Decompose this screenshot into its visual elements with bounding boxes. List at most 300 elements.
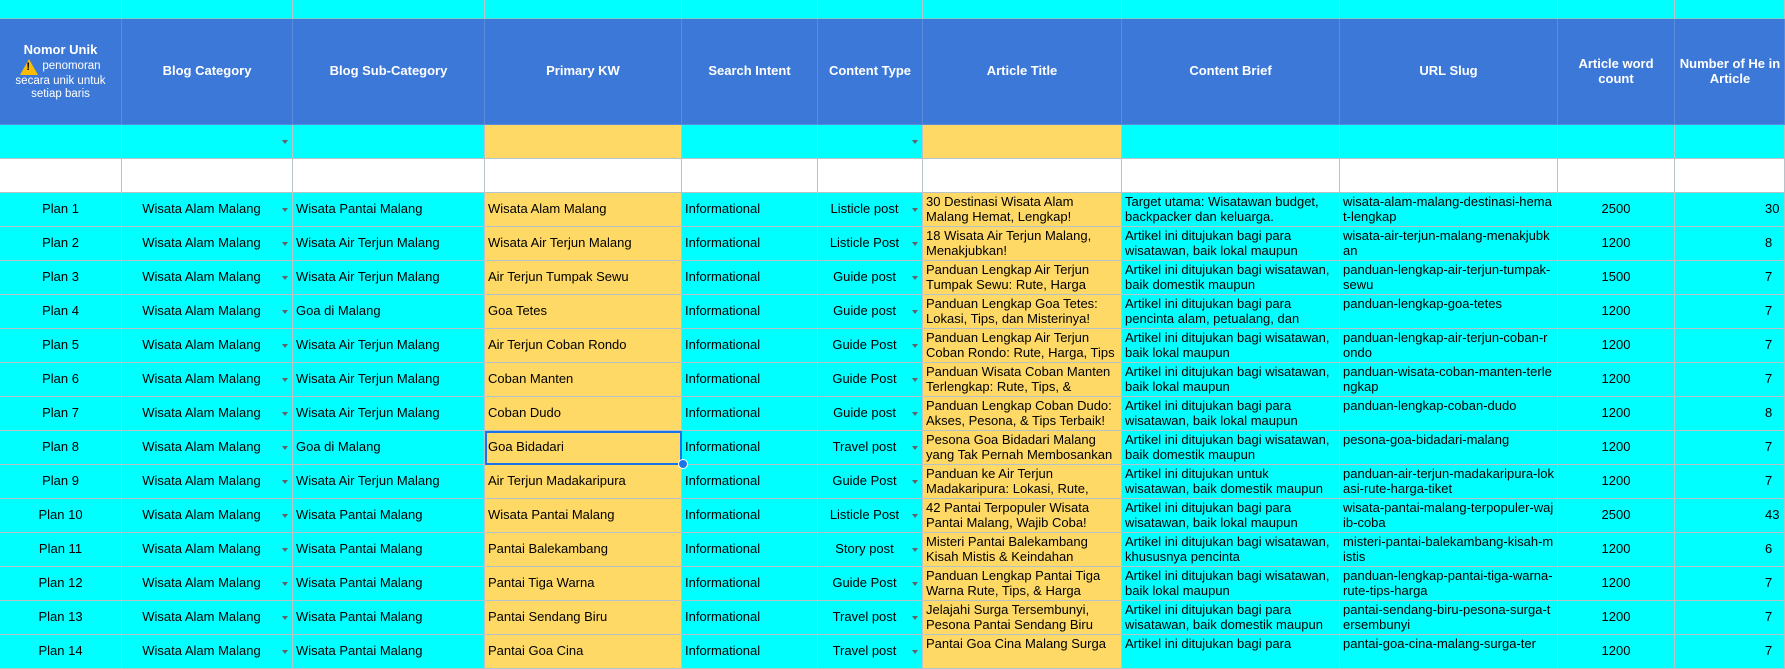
category-cell[interactable] <box>122 227 293 261</box>
plan-cell[interactable] <box>0 363 122 397</box>
slug-cell[interactable] <box>1340 227 1558 261</box>
table-row <box>0 363 1773 397</box>
chevron-down-icon[interactable] <box>282 582 288 586</box>
title-cell[interactable] <box>923 431 1122 465</box>
category-value: Wisata Alam Malang <box>142 609 261 625</box>
plan-cell[interactable] <box>0 601 122 635</box>
plan-cell[interactable] <box>0 567 122 601</box>
category-cell[interactable] <box>122 329 293 363</box>
cell[interactable] <box>818 125 923 159</box>
category-cell[interactable] <box>122 295 293 329</box>
headings-cell[interactable] <box>1675 431 1785 465</box>
plan-cell[interactable] <box>0 465 122 499</box>
slug-cell[interactable] <box>1340 363 1558 397</box>
headings-value: 8 <box>1765 405 1773 421</box>
cell[interactable] <box>1558 125 1675 159</box>
headings-value: 7 <box>1765 473 1773 489</box>
title-value: Panduan Lengkap Coban Dudo: Akses, Pesona, & Tips Terbaik! <box>926 398 1112 428</box>
cell[interactable] <box>485 159 682 193</box>
cell[interactable] <box>485 125 682 159</box>
subcategory-cell[interactable] <box>293 295 485 329</box>
category-cell[interactable] <box>122 465 293 499</box>
content-type-value: Guide post <box>833 269 896 285</box>
word-count-cell[interactable] <box>1558 261 1675 295</box>
title-value: Panduan Lengkap Goa Tetes: Lokasi, Tips, dan Misterinya! <box>926 296 1098 326</box>
category-cell[interactable] <box>122 397 293 431</box>
title-cell[interactable] <box>923 635 1122 669</box>
chevron-down-icon[interactable] <box>912 242 918 246</box>
intent-cell[interactable] <box>682 601 818 635</box>
cell[interactable] <box>1122 0 1340 19</box>
intent-cell[interactable] <box>682 261 818 295</box>
chevron-down-icon[interactable] <box>282 650 288 654</box>
primary-kw-cell[interactable] <box>485 329 682 363</box>
slug-cell[interactable] <box>1340 193 1558 227</box>
chevron-down-icon[interactable] <box>282 616 288 620</box>
word-count-cell[interactable] <box>1558 465 1675 499</box>
content-type-cell[interactable] <box>818 329 923 363</box>
slug-value: panduan-lengkap-pantai-tiga-warna-rute-tips-harga <box>1343 568 1553 598</box>
header-label: Content Brief <box>1189 63 1272 79</box>
word-count-cell[interactable] <box>1558 533 1675 567</box>
subcategory-cell[interactable] <box>293 635 485 669</box>
brief-cell[interactable] <box>1122 533 1340 567</box>
title-cell[interactable] <box>923 465 1122 499</box>
slug-cell[interactable] <box>1340 533 1558 567</box>
intent-cell[interactable] <box>682 635 818 669</box>
word-count-cell[interactable] <box>1558 635 1675 669</box>
slug-cell[interactable] <box>1340 261 1558 295</box>
plan-cell[interactable] <box>0 227 122 261</box>
plan-value: Plan 14 <box>38 643 83 659</box>
table-row <box>0 567 1773 601</box>
title-cell[interactable] <box>923 193 1122 227</box>
primary-kw-value: Goa Bidadari <box>488 439 564 455</box>
brief-cell[interactable] <box>1122 295 1340 329</box>
headings-cell[interactable] <box>1675 363 1785 397</box>
category-cell[interactable] <box>122 261 293 295</box>
subcategory-cell[interactable] <box>293 601 485 635</box>
chevron-down-icon[interactable] <box>912 276 918 280</box>
intent-cell[interactable] <box>682 397 818 431</box>
chevron-down-icon[interactable] <box>912 344 918 348</box>
subcategory-value: Wisata Pantai Malang <box>296 201 423 217</box>
category-cell[interactable] <box>122 363 293 397</box>
content-type-cell[interactable] <box>818 397 923 431</box>
plan-value: Plan 3 <box>42 269 79 285</box>
cell[interactable] <box>923 159 1122 193</box>
brief-cell[interactable] <box>1122 193 1340 227</box>
primary-kw-cell[interactable] <box>485 635 682 669</box>
plan-cell[interactable] <box>0 193 122 227</box>
headings-cell[interactable] <box>1675 465 1785 499</box>
primary-kw-cell[interactable] <box>485 601 682 635</box>
title-cell[interactable] <box>923 363 1122 397</box>
chevron-down-icon[interactable] <box>912 446 918 450</box>
content-type-cell[interactable] <box>818 635 923 669</box>
cell[interactable] <box>122 125 293 159</box>
chevron-down-icon[interactable] <box>912 582 918 586</box>
brief-cell[interactable] <box>1122 329 1340 363</box>
plan-cell[interactable] <box>0 329 122 363</box>
brief-value: Artikel ini ditujukan bagi wisatawan, baik lokal maupun <box>1125 364 1330 394</box>
header-content-type[interactable] <box>818 19 923 125</box>
title-cell[interactable] <box>923 227 1122 261</box>
headings-cell[interactable] <box>1675 533 1785 567</box>
headings-cell[interactable] <box>1675 227 1785 261</box>
category-cell[interactable] <box>122 601 293 635</box>
intent-value: Informational <box>685 201 761 217</box>
cell[interactable] <box>1558 0 1675 19</box>
plan-cell[interactable] <box>0 533 122 567</box>
header-label: Nomor Unik <box>23 41 98 57</box>
headings-cell[interactable] <box>1675 635 1785 669</box>
chevron-down-icon[interactable] <box>912 378 918 382</box>
chevron-down-icon[interactable] <box>282 140 288 144</box>
subcategory-value: Wisata Pantai Malang <box>296 575 423 591</box>
intent-value: Informational <box>685 371 761 387</box>
plan-cell[interactable] <box>0 499 122 533</box>
cell[interactable] <box>1340 0 1558 19</box>
cell[interactable] <box>293 159 485 193</box>
content-type-value: Guide Post <box>832 473 897 489</box>
headings-cell[interactable] <box>1675 567 1785 601</box>
header-nomor-unik[interactable] <box>0 19 122 125</box>
brief-cell[interactable] <box>1122 363 1340 397</box>
cell[interactable] <box>1340 125 1558 159</box>
slug-value: panduan-air-terjun-madakaripura-lokasi-rute-harga-tiket <box>1343 466 1554 496</box>
primary-kw-cell[interactable] <box>485 465 682 499</box>
brief-value: Artikel ini ditujukan bagi wisatawan, baik domestik maupun <box>1125 262 1330 292</box>
brief-cell[interactable] <box>1122 635 1340 669</box>
plan-value: Plan 7 <box>42 405 79 421</box>
content-type-cell[interactable] <box>818 193 923 227</box>
cell[interactable] <box>0 125 122 159</box>
category-value: Wisata Alam Malang <box>142 575 261 591</box>
plan-value: Plan 9 <box>42 473 79 489</box>
brief-cell[interactable] <box>1122 397 1340 431</box>
header-label: Article word count <box>1578 56 1654 86</box>
header-blog-category[interactable] <box>122 19 293 125</box>
subcategory-cell[interactable] <box>293 499 485 533</box>
cell[interactable] <box>0 0 122 19</box>
intent-cell[interactable] <box>682 465 818 499</box>
word-count-cell[interactable] <box>1558 601 1675 635</box>
plan-value: Plan 12 <box>38 575 83 591</box>
subcategory-cell[interactable] <box>293 397 485 431</box>
slug-cell[interactable] <box>1340 567 1558 601</box>
content-type-cell[interactable] <box>818 227 923 261</box>
word-count-cell[interactable] <box>1558 397 1675 431</box>
chevron-down-icon[interactable] <box>912 616 918 620</box>
word-count-cell[interactable] <box>1558 193 1675 227</box>
chevron-down-icon[interactable] <box>282 378 288 382</box>
primary-kw-cell[interactable] <box>485 193 682 227</box>
chevron-down-icon[interactable] <box>912 310 918 314</box>
intent-value: Informational <box>685 303 761 319</box>
cell[interactable] <box>1675 0 1785 19</box>
table-row <box>0 227 1773 261</box>
subcategory-cell[interactable] <box>293 533 485 567</box>
subcategory-cell[interactable] <box>293 193 485 227</box>
subcategory-cell[interactable] <box>293 431 485 465</box>
header-label: Article Title <box>986 63 1058 79</box>
word-count-cell[interactable] <box>1558 499 1675 533</box>
primary-kw-cell[interactable] <box>485 499 682 533</box>
category-cell[interactable] <box>122 635 293 669</box>
header-article-title[interactable] <box>923 19 1122 125</box>
intent-cell[interactable] <box>682 363 818 397</box>
title-cell[interactable] <box>923 329 1122 363</box>
primary-kw-cell[interactable] <box>485 227 682 261</box>
selection-fill-handle[interactable] <box>678 459 688 469</box>
headings-cell[interactable] <box>1675 601 1785 635</box>
cell[interactable] <box>923 0 1122 19</box>
cell[interactable] <box>293 125 485 159</box>
category-cell[interactable] <box>122 567 293 601</box>
cell[interactable] <box>682 125 818 159</box>
intent-value: Informational <box>685 235 761 251</box>
word-count-value: 1200 <box>1601 235 1631 251</box>
slug-value: pantai-goa-cina-malang-surga-ter <box>1343 636 1536 651</box>
headings-cell[interactable] <box>1675 329 1785 363</box>
brief-cell[interactable] <box>1122 499 1340 533</box>
plan-cell[interactable] <box>0 431 122 465</box>
word-count-cell[interactable] <box>1558 227 1675 261</box>
subcategory-value: Wisata Air Terjun Malang <box>296 405 440 421</box>
intent-cell[interactable] <box>682 329 818 363</box>
intent-value: Informational <box>685 541 761 557</box>
cell[interactable] <box>1675 159 1785 193</box>
subcategory-cell[interactable] <box>293 465 485 499</box>
word-count-value: 1200 <box>1601 609 1631 625</box>
title-cell[interactable] <box>923 261 1122 295</box>
header-search-intent[interactable] <box>682 19 818 125</box>
category-cell[interactable] <box>122 499 293 533</box>
slug-cell[interactable] <box>1340 499 1558 533</box>
word-count-cell[interactable] <box>1558 329 1675 363</box>
word-count-value: 1200 <box>1601 337 1631 353</box>
word-count-cell[interactable] <box>1558 295 1675 329</box>
cell[interactable] <box>682 0 818 19</box>
word-count-value: 2500 <box>1601 201 1631 217</box>
intent-cell[interactable] <box>682 567 818 601</box>
headings-cell[interactable] <box>1675 193 1785 227</box>
brief-cell[interactable] <box>1122 431 1340 465</box>
intent-value: Informational <box>685 575 761 591</box>
chevron-down-icon[interactable] <box>912 208 918 212</box>
intent-value: Informational <box>685 337 761 353</box>
brief-value: Artikel ini ditujukan bagi para wisatawan, baik domestik maupun <box>1125 602 1323 632</box>
slug-cell[interactable] <box>1340 635 1558 669</box>
intent-cell[interactable] <box>682 227 818 261</box>
table-row <box>0 601 1773 635</box>
title-value: 18 Wisata Air Terjun Malang, Menakjubkan! <box>926 228 1092 258</box>
primary-kw-cell[interactable] <box>485 295 682 329</box>
title-value: Panduan ke Air Terjun Madakaripura: Lokasi, Rute, <box>926 466 1089 496</box>
slug-value: pesona-goa-bidadari-malang <box>1343 432 1510 447</box>
header-primary-kw[interactable] <box>485 19 682 125</box>
subcategory-value: Goa di Malang <box>296 439 381 455</box>
slug-cell[interactable] <box>1340 295 1558 329</box>
chevron-down-icon[interactable] <box>282 242 288 246</box>
subcategory-cell[interactable] <box>293 261 485 295</box>
chevron-down-icon[interactable] <box>282 514 288 518</box>
category-cell[interactable] <box>122 431 293 465</box>
header-content-brief[interactable] <box>1122 19 1340 125</box>
warning-icon <box>20 59 38 75</box>
title-cell[interactable] <box>923 295 1122 329</box>
content-type-cell[interactable] <box>818 261 923 295</box>
word-count-cell[interactable] <box>1558 567 1675 601</box>
chevron-down-icon[interactable] <box>912 650 918 654</box>
content-type-value: Guide post <box>833 405 896 421</box>
content-type-cell[interactable] <box>818 431 923 465</box>
cell[interactable] <box>1340 159 1558 193</box>
cell[interactable] <box>818 159 923 193</box>
intent-value: Informational <box>685 439 761 455</box>
chevron-down-icon[interactable] <box>282 480 288 484</box>
brief-cell[interactable] <box>1122 227 1340 261</box>
content-type-cell[interactable] <box>818 363 923 397</box>
title-cell[interactable] <box>923 601 1122 635</box>
plan-cell[interactable] <box>0 635 122 669</box>
primary-kw-cell[interactable] <box>485 397 682 431</box>
cell[interactable] <box>1675 125 1785 159</box>
word-count-cell[interactable] <box>1558 363 1675 397</box>
content-type-cell[interactable] <box>818 567 923 601</box>
chevron-down-icon[interactable] <box>912 140 918 144</box>
primary-kw-cell[interactable] <box>485 567 682 601</box>
chevron-down-icon[interactable] <box>912 412 918 416</box>
content-type-cell[interactable] <box>818 533 923 567</box>
primary-kw-cell[interactable] <box>485 363 682 397</box>
header-url-slug[interactable] <box>1340 19 1558 125</box>
title-cell[interactable] <box>923 499 1122 533</box>
slug-cell[interactable] <box>1340 329 1558 363</box>
cell[interactable] <box>122 159 293 193</box>
plan-value: Plan 5 <box>42 337 79 353</box>
chevron-down-icon[interactable] <box>282 446 288 450</box>
intent-cell[interactable] <box>682 533 818 567</box>
word-count-cell[interactable] <box>1558 431 1675 465</box>
brief-cell[interactable] <box>1122 601 1340 635</box>
chevron-down-icon[interactable] <box>282 208 288 212</box>
primary-kw-cell[interactable] <box>485 261 682 295</box>
brief-cell[interactable] <box>1122 261 1340 295</box>
headings-value: 7 <box>1765 609 1773 625</box>
headings-cell[interactable] <box>1675 499 1785 533</box>
primary-kw-value: Pantai Sendang Biru <box>488 609 608 625</box>
chevron-down-icon[interactable] <box>282 344 288 348</box>
content-type-value: Guide Post <box>832 575 897 591</box>
content-type-cell[interactable] <box>818 499 923 533</box>
plan-cell[interactable] <box>0 397 122 431</box>
title-cell[interactable] <box>923 533 1122 567</box>
content-type-cell[interactable] <box>818 601 923 635</box>
chevron-down-icon[interactable] <box>282 548 288 552</box>
cell[interactable] <box>1558 159 1675 193</box>
slug-cell[interactable] <box>1340 465 1558 499</box>
slug-cell[interactable] <box>1340 431 1558 465</box>
chevron-down-icon[interactable] <box>912 514 918 518</box>
cell[interactable] <box>122 0 293 19</box>
content-type-cell[interactable] <box>818 295 923 329</box>
cell[interactable] <box>0 159 122 193</box>
brief-value: Artikel ini ditujukan bagi para <box>1125 636 1292 651</box>
headings-cell[interactable] <box>1675 295 1785 329</box>
content-type-value: Travel post <box>832 439 897 455</box>
title-cell[interactable] <box>923 567 1122 601</box>
subcategory-cell[interactable] <box>293 227 485 261</box>
slug-value: pantai-sendang-biru-pesona-surga-tersembunyi <box>1343 602 1551 632</box>
category-value: Wisata Alam Malang <box>142 303 261 319</box>
slug-cell[interactable] <box>1340 397 1558 431</box>
subcategory-cell[interactable] <box>293 363 485 397</box>
intent-cell[interactable] <box>682 499 818 533</box>
plan-cell[interactable] <box>0 261 122 295</box>
headings-cell[interactable] <box>1675 261 1785 295</box>
headings-cell[interactable] <box>1675 397 1785 431</box>
plan-value: Plan 8 <box>42 439 79 455</box>
table-row <box>0 329 1773 363</box>
header-number-headings[interactable] <box>1675 19 1785 125</box>
slug-cell[interactable] <box>1340 601 1558 635</box>
intent-cell[interactable] <box>682 295 818 329</box>
plan-cell[interactable] <box>0 295 122 329</box>
chevron-down-icon[interactable] <box>282 412 288 416</box>
intent-value: Informational <box>685 473 761 489</box>
cell[interactable] <box>485 0 682 19</box>
intent-cell[interactable] <box>682 193 818 227</box>
content-type-value: Story post <box>835 541 894 557</box>
title-value: Panduan Wisata Coban Manten Terlengkap: Rute, Tips, & <box>926 364 1111 394</box>
header-blog-sub-category[interactable] <box>293 19 485 125</box>
subcategory-cell[interactable] <box>293 567 485 601</box>
intent-cell[interactable] <box>682 431 818 465</box>
brief-cell[interactable] <box>1122 465 1340 499</box>
chevron-down-icon[interactable] <box>912 548 918 552</box>
cell[interactable] <box>1122 125 1340 159</box>
slug-value: panduan-lengkap-coban-dudo <box>1343 398 1517 413</box>
subcategory-cell[interactable] <box>293 329 485 363</box>
content-type-value: Guide Post <box>832 371 897 387</box>
category-cell[interactable] <box>122 533 293 567</box>
slug-value: wisata-air-terjun-malang-menakjubkan <box>1343 228 1550 258</box>
table-row <box>0 465 1773 499</box>
cell[interactable] <box>923 125 1122 159</box>
cell[interactable] <box>818 0 923 19</box>
category-cell[interactable] <box>122 193 293 227</box>
plan-value: Plan 6 <box>42 371 79 387</box>
header-word-count[interactable] <box>1558 19 1675 125</box>
cell[interactable] <box>293 0 485 19</box>
cell[interactable] <box>682 159 818 193</box>
chevron-down-icon[interactable] <box>912 480 918 484</box>
primary-kw-cell[interactable] <box>485 431 682 465</box>
headings-value: 43 <box>1765 507 1780 523</box>
brief-cell[interactable] <box>1122 567 1340 601</box>
content-type-cell[interactable] <box>818 465 923 499</box>
primary-kw-value: Wisata Air Terjun Malang <box>488 235 632 251</box>
chevron-down-icon[interactable] <box>282 310 288 314</box>
header-label: Blog Sub-Category <box>329 63 448 79</box>
title-cell[interactable] <box>923 397 1122 431</box>
content-type-value: Listicle Post <box>829 507 900 523</box>
chevron-down-icon[interactable] <box>282 276 288 280</box>
cell[interactable] <box>1122 159 1340 193</box>
primary-kw-cell[interactable] <box>485 533 682 567</box>
